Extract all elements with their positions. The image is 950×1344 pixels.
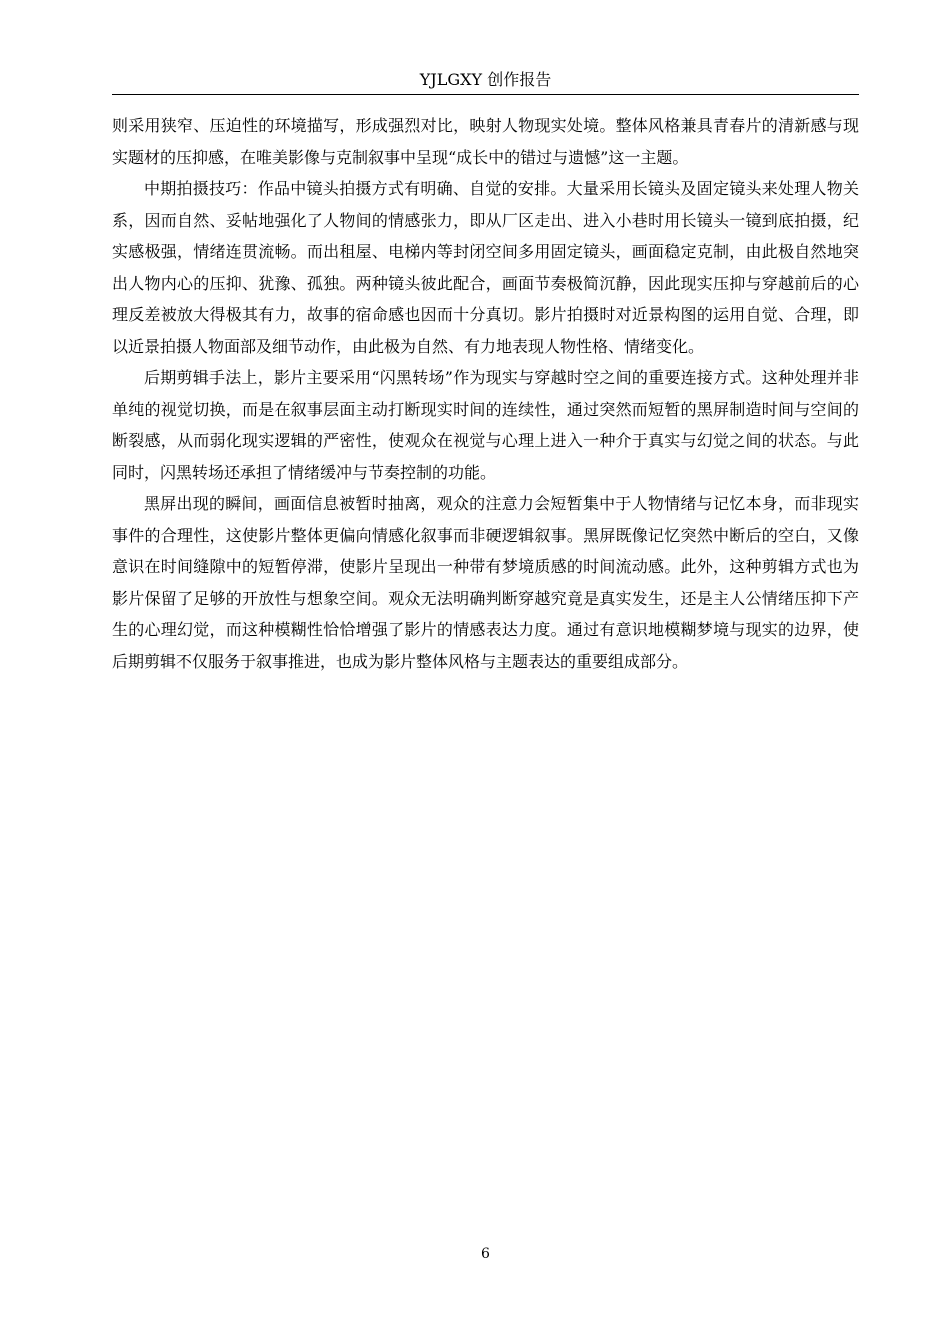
paragraph-black-screen: 黑屏出现的瞬间，画面信息被暂时抽离，观众的注意力会短暂集中于人物情绪与记忆本身，而非现实事件的合理性，这使影片整体更偏向情感化叙事而非硬逻辑叙事。黑屏既像记忆突然中断后的空白，又像意识在时间缝隙中的短暂停滞，使影片呈现出一种带有梦境质感的时间流动感。此外，这种剪辑方式也为影片保留了足够的开放性与想象空间。观众无法明确判断穿越究竟是真实发生，还是主人公情绪压抑下产生的心理幻觉，而这种模糊性恰恰增强了影片的情感表达力度。通过有意识地模糊梦境与现实的边界，使后期剪辑不仅服务于叙事推进，也成为影片整体风格与主题表达的重要组成部分。 — [112, 494, 859, 671]
header-title: YJLGXY 创作报告 — [419, 70, 552, 89]
page-number: 6 — [481, 1246, 490, 1262]
paragraph-editing-techniques: 后期剪辑手法上，影片主要采用“闪黑转场”作为现实与穿越时空之间的重要连接方式。这种处理并非单纯的视觉切换，而是在叙事层面主动打断现实时间的连续性，通过突然而短暂的黑屏制造时间与空间的断裂感，从而弱化现实逻辑的严密性，使观众在视觉与心理上进入一种介于真实与幻觉之间的状态。与此同时，闪黑转场还承担了情绪缓冲与节奏控制的功能。 — [112, 368, 859, 482]
paragraph-shooting-techniques: 中期拍摄技巧：作品中镜头拍摄方式有明确、自觉的安排。大量采用长镜头及固定镜头来处理人物关系，因而自然、妥帖地强化了人物间的情感张力，即从厂区走出、进入小巷时用长镜头一镜到底拍摄，纪实感极强，情绪连贯流畅。而出租屋、电梯内等封闭空间多用固定镜头，画面稳定克制，由此极自然地突出人物内心的压抑、犹豫、孤独。两种镜头彼此配合，画面节奏极简沉静，因此现实压抑与穿越前后的心理反差被放大得极其有力，故事的宿命感也因而十分真切。影片拍摄时对近景构图的运用自觉、合理，即以近景拍摄人物面部及细节动作，由此极为自然、有力地表现人物性格、情绪变化。 — [112, 179, 859, 356]
paragraph-continued: 则采用狭窄、压迫性的环境描写，形成强烈对比，映射人物现实处境。整体风格兼具青春片的清新感与现实题材的压抑感，在唯美影像与克制叙事中呈现“成长中的错过与遗憾”这一主题。 — [112, 116, 859, 167]
document-body — [112, 110, 859, 677]
page-header — [112, 66, 859, 95]
